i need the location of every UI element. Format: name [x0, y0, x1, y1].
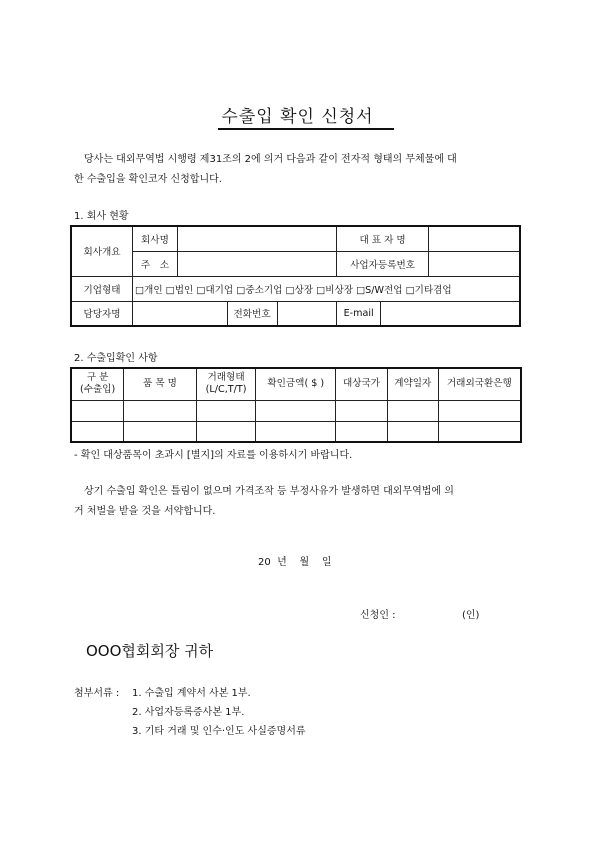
manager-label: 담당자명 — [71, 301, 132, 326]
section1-heading: 1. 회사 현황 — [74, 211, 129, 222]
address-field[interactable] — [177, 251, 336, 276]
company-name-field[interactable] — [177, 226, 336, 251]
company-type-label: 기업형태 — [71, 276, 132, 301]
row1-date[interactable] — [387, 400, 438, 421]
biz-reg-no-field[interactable] — [428, 251, 520, 276]
company-name-label: 회사명 — [132, 226, 177, 251]
title-underline — [218, 128, 394, 130]
row1-trade-type[interactable] — [196, 400, 256, 421]
row2-bank[interactable] — [438, 421, 521, 442]
intro-line-2: 한 수출입을 확인코자 신청합니다. — [74, 174, 222, 185]
header-trade-type-line2: (L/C,T/T) — [205, 384, 247, 396]
biz-reg-no-label: 사업자등록번호 — [337, 251, 429, 276]
row2-trade-type[interactable] — [196, 421, 256, 442]
company-type-options — [132, 276, 520, 301]
row1-bank[interactable] — [438, 400, 521, 421]
manager-field[interactable] — [132, 301, 227, 326]
type-option-sme[interactable]: □중소기업 — [236, 284, 283, 296]
row2-date[interactable] — [387, 421, 438, 442]
ceo-label: 대 표 자 명 — [337, 226, 429, 251]
type-option-large[interactable]: □대기업 — [196, 284, 234, 296]
applicant-label: 신청인 : — [360, 610, 396, 621]
header-contract-date: 계약일자 — [387, 368, 438, 400]
header-amount: 확인금액( $ ) — [256, 368, 336, 400]
type-option-corporation[interactable]: □법인 — [165, 284, 194, 296]
attachments-label: 첨부서류 : — [74, 688, 120, 699]
row2-category[interactable] — [71, 421, 124, 442]
seal-mark: (인) — [462, 610, 480, 621]
company-table — [70, 225, 521, 327]
phone-field[interactable] — [277, 301, 337, 326]
type-option-other[interactable]: □기타겸업 — [405, 284, 452, 296]
row1-item[interactable] — [124, 400, 196, 421]
date-line: 20 년 월 일 — [258, 557, 332, 568]
intro-line-1: 당사는 대외무역법 시행령 제31조의 2에 의거 다음과 같이 전자적 형태의 무체물에 대 — [84, 154, 457, 165]
header-category-line2: (수출입) — [79, 384, 116, 396]
phone-label: 전화번호 — [227, 301, 277, 326]
attachment-item-2: 2. 사업자등록증사본 1부. — [132, 707, 245, 718]
type-option-individual[interactable]: □개인 — [134, 284, 163, 296]
header-country: 대상국가 — [336, 368, 388, 400]
row2-amount[interactable] — [256, 421, 336, 442]
table-note: - 확인 대상품목이 초과시 [별지]의 자료를 이용하시기 바랍니다. — [74, 450, 353, 461]
type-option-listed[interactable]: □상장 — [285, 284, 314, 296]
section2-heading: 2. 수출입확인 사항 — [74, 353, 158, 364]
header-bank: 거래외국환은행 — [438, 368, 521, 400]
row1-amount[interactable] — [256, 400, 336, 421]
company-overview-label: 회사개요 — [71, 226, 132, 276]
header-category — [71, 368, 124, 400]
email-field[interactable] — [381, 301, 520, 326]
row1-category[interactable] — [71, 400, 124, 421]
document-title: 수출입 확인 신청서 — [221, 107, 374, 127]
ceo-field[interactable] — [428, 226, 520, 251]
trade-table — [70, 367, 522, 443]
row1-country[interactable] — [336, 400, 388, 421]
addressee: OOO협회회장 귀하 — [86, 642, 214, 660]
header-trade-type-line1: 거래형태 — [207, 372, 245, 384]
header-trade-type — [196, 368, 256, 400]
attachment-item-3: 3. 기타 거래 및 인수·인도 사실증명서류 — [132, 726, 306, 737]
row2-country[interactable] — [336, 421, 388, 442]
pledge-line-2: 거 처벌을 받을 것을 서약합니다. — [74, 506, 216, 517]
email-label: E-mail — [337, 301, 381, 326]
type-option-sw[interactable]: □S/W전업 — [356, 284, 403, 296]
attachment-item-1: 1. 수출입 계약서 사본 1부. — [132, 688, 251, 699]
header-item-name: 품 목 명 — [124, 368, 196, 400]
row2-item[interactable] — [124, 421, 196, 442]
pledge-line-1: 상기 수출입 확인은 틀림이 없으며 가격조작 등 부정사유가 발생하면 대외무역법에 의 — [84, 486, 454, 497]
header-category-line1: 구 분 — [86, 372, 109, 384]
address-label: 주 소 — [132, 251, 177, 276]
type-option-unlisted[interactable]: □비상장 — [316, 284, 354, 296]
